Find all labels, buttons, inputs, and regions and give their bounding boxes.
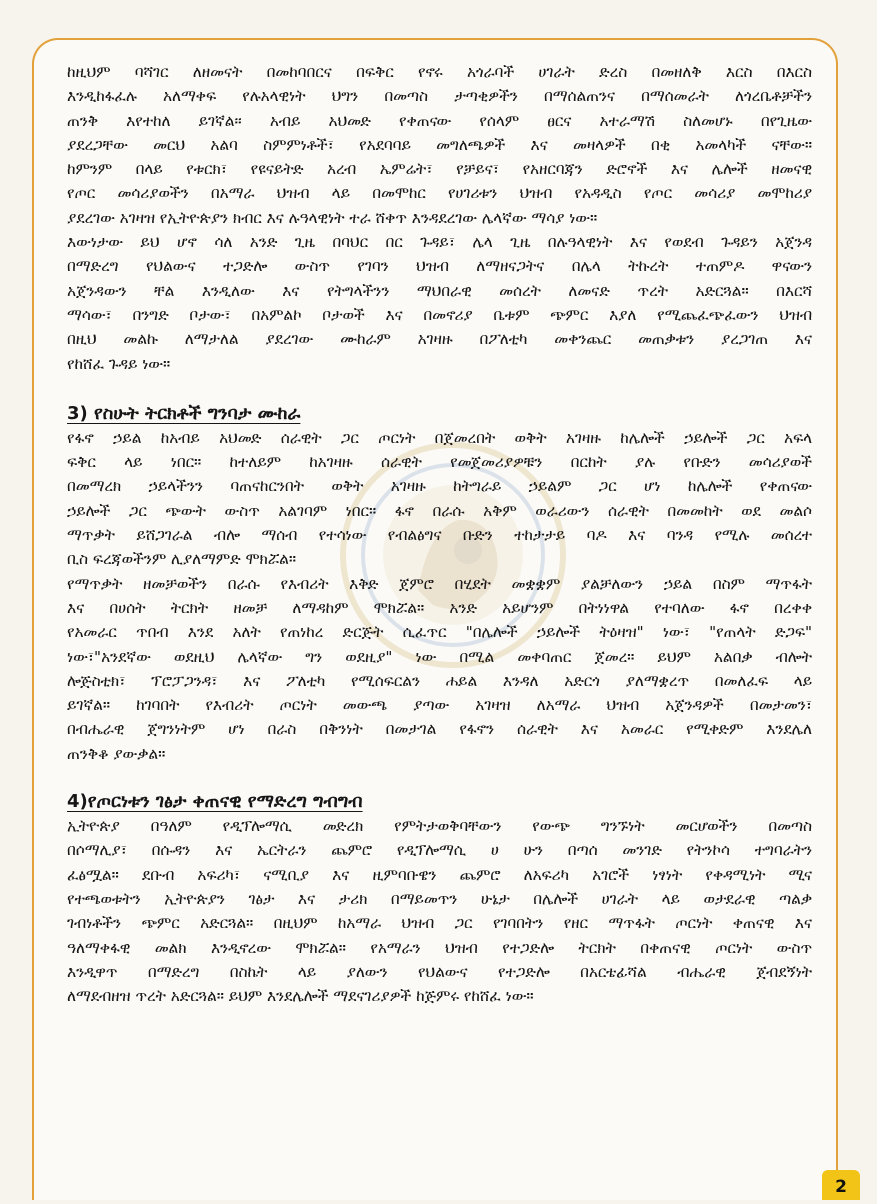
- text-line: ማሳው፣ በንግድ ቦታው፣ በአምልኮ ቦታወች እና በመኖሪያ ቤቱም ጭምር እያለ የሚጨፈጭፈውን ህዝብ: [67, 305, 812, 324]
- paragraph-leaders-regional-destabilization: [67, 60, 812, 230]
- paragraph-fano-war-start: [67, 426, 812, 572]
- section-heading-4: 4)የጦርነቱን ገፅታ ቀጠናዊ የማድረግ ግብግብ: [67, 791, 363, 813]
- text-line: ፈፅሟል። ደቡብ አፍሪካ፣ ናሚቢያ እና ዚምባቡዌን ጨምሮ ለአፍሪካ አገሮች ነፃነት የቀዳሚነት ሚና: [67, 865, 812, 884]
- page-number: 2: [822, 1170, 860, 1200]
- text-line: ፍቅር ላይ ነበር። ከተለይም ከአገዛዙ ሰራዊት የመጀመሪያዎቹን በርከት ያሉ የቡድን መሳሪያወች: [67, 453, 812, 472]
- text-line: ኃይሎች ጋር ጭውት ውስጥ አልገባም ነበር። ፋኖ በራሱ አቅም ወራሪውን ሰራዊት በመመከት ወደ መልሶ: [67, 501, 812, 520]
- text-line: እንዲከፋፈሉ አለማቀፍ የሉአላዊነት ህግን በመጣስ ታጣቂዎችን በማሰልጠንና በማሰመራት ለጎረቤቶቻችን: [67, 87, 812, 106]
- text-line: በማድረግ የህልውና ተጋድሎ ውስጥ የገባን ህዝብ ለማዘናጋትና በሌላ ትኩረት ተጠምዶ ዋናውን: [67, 257, 812, 276]
- text-line: የከሸፈ ጉዳይ ነው።: [67, 354, 171, 373]
- article-body: [67, 60, 812, 1008]
- text-line: ያደረገው አገዛዝ የኢትዮጵያን ክብር እና ሉዓላዊነት ተራ ሸቀጥ እንዳደረገው ሌላኛው ማሳያ ነው።: [67, 208, 598, 227]
- text-line: በብሔራዊ ጀግንነትም ሆነ በራስ በቅንነት በመታገል የፋኖን ሰራዊት እና አመራር የሚቀድም እንደሌለ: [67, 720, 812, 739]
- text-line: ለማደብዘዝ ጥረት አድርጓል። ይህም እንደሌሎች ማደናገሪያዎች ከጅምሩ የከሸፈ ነው።: [67, 987, 534, 1006]
- text-line: ሎጅስቲክ፣ ፕሮፓጋንዳ፣ እና ፖለቲካ የሚሰፍርልን ሐይል እንዳለ አድርጎ ያለማቋረጥ በመለፈፍ ላይ: [67, 671, 812, 690]
- text-line: ገብነቶችን ጭምር አድርጓል። በዚህም ከአማራ ህዝብ ጋር የገባበትን የዘር ማጥፋት ጦርነት ቀጠናዊ እና: [67, 914, 812, 933]
- text-line: የተጫወቱትን ኢትዮጵያን ገፅታ እና ታሪክ በማይመጥን ሁኔታ በሌሎች ሀገራት ላይ ወታደራዊ ጣልቃ: [67, 889, 812, 908]
- text-line: በመማረክ ኃይላችንን ባጠናከርንበት ወቅት አገዛዙ ከትግራይ ኃይልም ጋር ሆነ ከሌሎች የቀጠናው: [67, 477, 812, 496]
- paragraph-false-narratives: [67, 572, 812, 766]
- text-line: አጀንዳውን ቸል እንዲለው እና የትግላችንን ማህበራዊ መሰረት ለመናድ ጥረት አድርጓል። በእርሻ: [67, 281, 812, 300]
- text-line: የአመራር ጥበብ እንደ አለት የጠነከረ ድርጅት ሲፈጥር "በሌሎች ኃይሎች ትዕዛዝ" ነው፣ "የጠላት ድጋፍ": [67, 623, 812, 642]
- text-line: ነው፣"አንደኛው ወደዚህ ሌላኛው ግን ወደዚያ" ነው በሚል መቀባጠር ጀመረ። ይህም አልበቃ ብሎት: [67, 647, 812, 666]
- text-line: ዓለማቀፋዊ መልክ እንዲኖረው ሞክሯል። የአማራን ህዝብ የተጋድሎ ትርክት በቀጠናዊ ጦርነት ውስጥ: [67, 938, 812, 957]
- text-line: ማጥቃት ይሸጋገራል ብሎ ማሰብ የተሳነው የብልፅግና ቡድን ተከታታይ ባዶ እና ባንዳ የሚሉ መሰረተ: [67, 526, 812, 545]
- text-line: ከዚህም ባሻገር ለዘመናት በመከባበርና በፍቅር የኖሩ አጎራባች ሀገራት ድረስ በመዘለቅ እርስ በእርስ: [67, 63, 812, 81]
- text-line: እንዲዋጥ በማድረግ በስኬት ላይ ያለውን የህልውና የተጋድሎ በአርቴፊሻል ብሔራዊ ጀብደኝነት: [67, 962, 812, 981]
- text-line: ከምንም በላይ የቱርክ፣ የዩናይትድ አረብ ኤምሬት፣ የቻይና፣ የአዘርባጃን ድሮኖች እና ሌሎች ዘመናዊ: [67, 160, 812, 179]
- text-line: ቢስ ፍረጃወችንም ሊያለማምድ ሞክሯል።: [67, 550, 297, 569]
- text-line: እውነታው ይህ ሆኖ ሳለ አንድ ጊዜ በባህር በር ጉዳይ፣ ሌላ ጊዜ በሉዓላዊነት እና የወደብ ጉዳይን አጀንዳ: [67, 233, 812, 252]
- section-heading-3: 3) የስሁት ትርክቶች ግንባታ ሙከራ: [67, 402, 301, 424]
- text-line: ጠንቅ እየተከለ ይገኛል፡፡ አብይ አህመድ የቀጠናው የሰላም ፀርና አተራማሽ ስለመሆኑ በየጊዜው: [67, 111, 812, 130]
- text-line: በዚህ መልኩ ለማታለል ያደረገው ሙከራም አገዛዙ በፖለቲካ መቀንጨር መጠቃቱን ያረጋገጠ እና: [67, 330, 812, 349]
- text-line: ይገኛል። ከገባበት የእብሪት ጦርነት መውጫ ያጣው አገዛዝ ለአማራ ህዝብ አጀንዳዎች በመታመን፣: [67, 696, 812, 715]
- text-line: ጠንቅቆ ያውቃል።: [67, 744, 166, 763]
- text-line: የፋኖ ኃይል ከአብይ አህመድ ሰራዊት ጋር ጦርነት በጀመረበት ወቅት አገዛዙ ከሌሎች ኃይሎች ጋር አፍላ: [67, 428, 812, 447]
- text-line: የጦር መሳሪያወችን በአማራ ህዝብ ላይ በመሞከር የሀገሪቱን ህዝብ የአዳዲስ የጦር መሳሪያ መሞከሪያ: [67, 184, 812, 203]
- text-line: የማጥቃት ዘመቻወችን በራሱ የእብሪት እቅድ ጀምሮ በሂደት መቋቋም ያልቻለውን ኃይል በስም ማጥፋት: [67, 574, 812, 593]
- paragraph-regionalizing-war: [67, 814, 812, 1008]
- text-line: በሶማሊያ፣ በሱዳን እና ኤርትራን ጨምሮ የዲፕሎማሲ ሀ ሁን በጣሰ መንገድ የትንኮሳ ተግባራትን: [67, 841, 812, 860]
- text-line: ኢትዮጵያ በዓለም የዲፕሎማሲ መድረክ የምትታወቅባቸውን የውጭ ግንኙነት መርሆወችን በመጣስ: [67, 817, 812, 836]
- text-line: ያደረጋቸው መርህ አልባ ስምምነቶች፣ የአደባባይ መግለጫዎች እና መዛላዎች በቂ አመላካች ናቸው።: [67, 135, 812, 154]
- paragraph-distraction-agenda: [67, 230, 812, 376]
- text-line: እና በሀሰት ትርክት ዘመቻ ለማዳከም ሞክሯል። አንድ አይሆንም በትነነዋል የተባለው ፋኖ በረቀቀ: [67, 598, 812, 617]
